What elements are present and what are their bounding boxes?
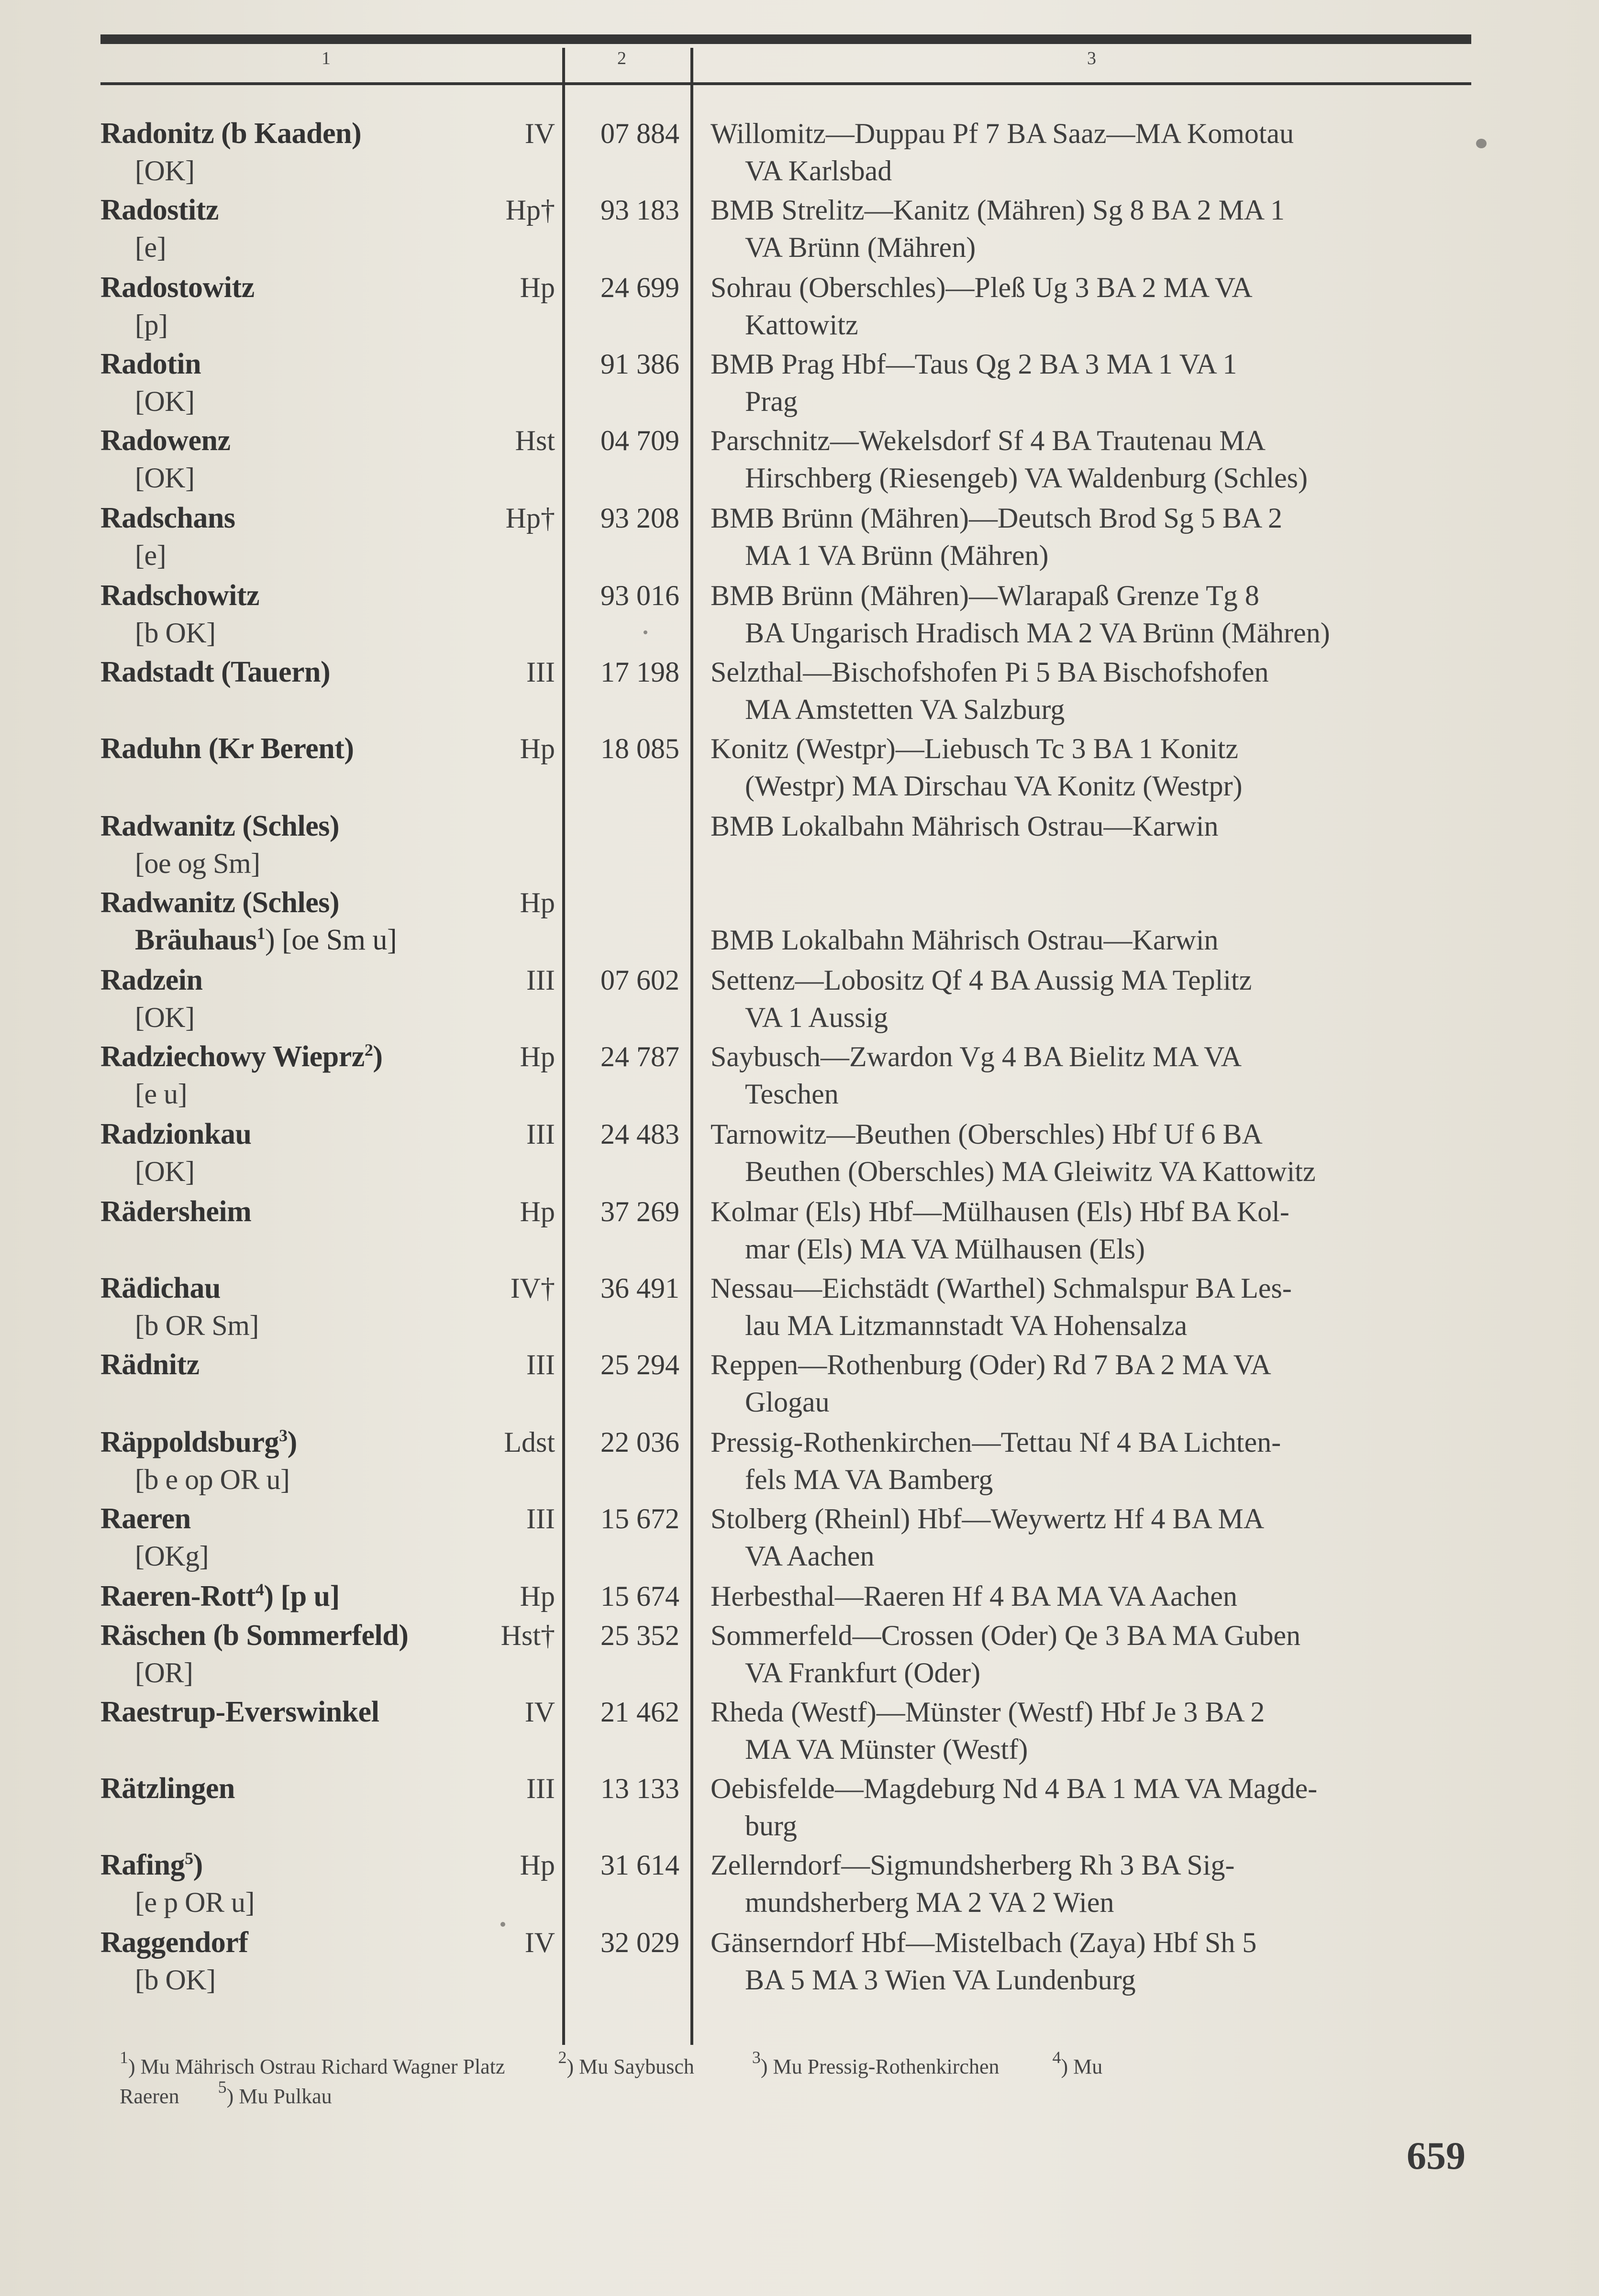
station-name: Radschowitz [100, 579, 260, 612]
route-line-1: Selzthal—Bischofshofen Pi 5 BA Bischofshofen [711, 656, 1269, 688]
station-name: Radstadt (Tauern) [100, 656, 331, 688]
station-number: 31 614 [600, 1849, 679, 1881]
route-line-1: Konitz (Westpr)—Liebusch Tc 3 BA 1 Konitz [711, 733, 1238, 764]
station-number: 17 198 [600, 656, 679, 688]
route-description [711, 1693, 1478, 1768]
route-description [711, 1578, 1478, 1615]
footnote-4: $^4$) Mu [1052, 2048, 1103, 2078]
route-line-2: fels MA VA Bamberg [745, 1464, 993, 1495]
route-line-2: MA VA Münster (Westf) [745, 1733, 1028, 1765]
station-name-cell [100, 1693, 469, 1731]
route-line-2: VA Brünn (Mähren) [745, 232, 976, 263]
station-name: Radostitz [100, 194, 219, 226]
station-class: Hst† [500, 1620, 555, 1651]
station-name: Rafing [100, 1849, 185, 1881]
route-line-1: Sohrau (Oberschles)—Pleß Ug 3 BA 2 MA VA [711, 272, 1253, 303]
station-name-cell [100, 653, 469, 691]
station-code: [b OK] [135, 617, 216, 649]
route-description [711, 961, 1478, 1036]
route-line-2: VA Karlsbad [745, 155, 892, 187]
column-divider-1 [562, 48, 565, 2045]
station-code: [b OK] [135, 1964, 216, 1996]
route-description [711, 653, 1478, 728]
station-class: Hp [520, 1196, 555, 1227]
station-name: Radwanitz (Schles) [100, 810, 340, 842]
route-line-2: MA 1 VA Brünn (Mähren) [745, 540, 1049, 571]
footnote-5: $^5$) Mu Pulkau [218, 2077, 332, 2108]
station-name-cell [100, 1193, 469, 1230]
paper-speck [500, 1922, 505, 1927]
station-number: 24 483 [600, 1118, 679, 1150]
route-line-1: Nessau—Eichstädt (Warthel) Schmalspur BA Les- [711, 1272, 1292, 1304]
station-name-cell [100, 269, 469, 343]
route-line-2: Prag [745, 386, 798, 417]
route-description [711, 807, 1478, 845]
station-class: Hp [520, 1580, 555, 1612]
station-code: [oe og Sm] [135, 848, 260, 879]
route-description [711, 1617, 1478, 1691]
station-name-cell [100, 577, 469, 651]
station-class: IV [524, 1696, 555, 1728]
footnote-marker: 4 [255, 1580, 264, 1599]
station-number: 32 029 [600, 1927, 679, 1958]
station-name: Radostowitz [100, 271, 255, 304]
route-line-1: BMB Strelitz—Kanitz (Mähren) Sg 8 BA 2 MA 1 [711, 194, 1285, 226]
paper-speck [1476, 139, 1487, 148]
route-line-2: mundsherberg MA 2 VA 2 Wien [745, 1887, 1114, 1918]
station-code: [OK] [135, 1156, 195, 1187]
route-line-1: BMB Brünn (Mähren)—Wlarapaß Grenze Tg 8 [711, 580, 1259, 611]
station-number: 25 352 [600, 1620, 679, 1651]
station-class: III [526, 964, 555, 996]
station-name-tail: ) [p u] [264, 1580, 340, 1612]
route-description [711, 269, 1478, 343]
route-description [711, 577, 1478, 651]
station-code: [OK] [135, 1002, 195, 1033]
route-line-1: Zellerndorf—Sigmundsherberg Rh 3 BA Sig- [711, 1849, 1235, 1881]
station-number: 15 674 [600, 1580, 679, 1612]
station-number: 22 036 [600, 1426, 679, 1458]
route-description [711, 1115, 1478, 1190]
station-name: Radotin [100, 348, 201, 380]
station-name-cell [100, 1500, 469, 1575]
route-description [711, 115, 1478, 189]
station-name: Rätzlingen [100, 1772, 235, 1805]
route-description [711, 1924, 1478, 1998]
footnote-3: $^3$) Mu Pressig-Rothenkirchen [752, 2048, 999, 2078]
route-line-1: Saybusch—Zwardon Vg 4 BA Bielitz MA VA [711, 1041, 1242, 1072]
route-line-2: Beuthen (Oberschles) MA Gleiwitz VA Kattowitz [745, 1156, 1316, 1187]
station-name-cell [100, 807, 469, 882]
station-name: Räschen (b Sommerfeld) [100, 1619, 409, 1652]
footnote-marker: 3 [279, 1426, 288, 1445]
station-name-cell [100, 422, 469, 497]
station-class: III [526, 1349, 555, 1380]
station-name: Rädersheim [100, 1195, 252, 1228]
station-code: [e p OR u] [135, 1887, 255, 1918]
route-line-2: BMB Lokalbahn Mährisch Ostrau—Karwin [711, 924, 1219, 956]
route-line-2: MA Amstetten VA Salzburg [745, 694, 1065, 725]
route-line-2: BA Ungarisch Hradisch MA 2 VA Brünn (Mähren) [745, 617, 1330, 649]
station-class: Hp† [505, 502, 555, 534]
station-class: IV [524, 118, 555, 149]
footnote-marker: 1 [256, 924, 265, 943]
station-class: Ldst [504, 1426, 555, 1458]
station-name-cell [100, 730, 469, 767]
station-code: [e] [135, 232, 167, 263]
station-name: Radwanitz (Schles) [100, 886, 340, 919]
station-name-cell [100, 1424, 469, 1498]
station-number: 04 709 [600, 425, 679, 456]
station-name: Radowenz [100, 424, 231, 457]
route-line-2: (Westpr) MA Dirschau VA Konitz (Westpr) [745, 770, 1243, 802]
station-name-tail: ) [287, 1426, 297, 1458]
route-description [711, 1269, 1478, 1344]
footnote-4-continued: Raeren [120, 2085, 179, 2108]
route-line-1: Rheda (Westf)—Münster (Westf) Hbf Je 3 BA 2 [711, 1696, 1265, 1728]
route-line-1: Parschnitz—Wekelsdorf Sf 4 BA Trautenau MA [711, 425, 1266, 456]
station-name: Raduhn (Kr Berent) [100, 732, 354, 765]
route-line-1: Pressig-Rothenkirchen—Tettau Nf 4 BA Lichten- [711, 1426, 1281, 1458]
route-line-2: VA Aachen [745, 1540, 875, 1572]
route-line-spacer [711, 884, 1478, 921]
route-line-2: mar (Els) MA VA Mülhausen (Els) [745, 1233, 1145, 1265]
station-code: [OKg] [135, 1540, 209, 1572]
route-line-1: Kolmar (Els) Hbf—Mülhausen (Els) Hbf BA Kol- [711, 1196, 1289, 1227]
station-name-cell [100, 1578, 469, 1615]
header-rule [100, 82, 1471, 85]
station-class: Hp [520, 1041, 555, 1072]
station-name-cell [100, 1115, 469, 1190]
station-class: Hst [515, 425, 555, 456]
route-description [711, 730, 1478, 805]
station-name-cell [100, 1038, 469, 1113]
route-line-1: Settenz—Lobositz Qf 4 BA Aussig MA Teplitz [711, 964, 1252, 996]
route-description [711, 191, 1478, 266]
route-description [711, 1846, 1478, 1921]
station-code: [b OR Sm] [135, 1310, 259, 1341]
route-line-1: Willomitz—Duppau Pf 7 BA Saaz—MA Komotau [711, 118, 1294, 149]
route-description [711, 422, 1478, 497]
station-class: III [526, 1118, 555, 1150]
page-number: 659 [1407, 2134, 1466, 2177]
station-name: Radziechowy Wieprz [100, 1040, 365, 1073]
station-name: Radzionkau [100, 1118, 252, 1150]
station-number: 15 672 [600, 1503, 679, 1534]
station-name-cell [100, 115, 469, 189]
station-name: Raeren [100, 1502, 191, 1535]
station-number: 93 208 [600, 502, 679, 534]
station-number: 24 787 [600, 1041, 679, 1072]
station-class: IV† [510, 1272, 555, 1304]
station-code: [e] [135, 540, 167, 571]
station-number: 93 016 [600, 580, 679, 611]
route-description [711, 499, 1478, 574]
station-class: IV [524, 1927, 555, 1958]
route-description [711, 1346, 1478, 1421]
route-description [711, 884, 1478, 959]
route-line-1: Gänserndorf Hbf—Mistelbach (Zaya) Hbf Sh 5 [711, 1927, 1257, 1958]
column-header-1: 1 [322, 48, 331, 68]
station-code: [e u] [135, 1078, 188, 1110]
station-class: Hp [520, 1849, 555, 1881]
route-description [711, 1770, 1478, 1844]
station-number: 36 491 [600, 1272, 679, 1304]
station-name: Rädnitz [100, 1348, 200, 1381]
station-name-cell [100, 1346, 469, 1383]
route-description [711, 1500, 1478, 1575]
route-line-2: Kattowitz [745, 309, 858, 341]
station-code: [OK] [135, 462, 195, 494]
station-name: Radonitz (b Kaaden) [100, 117, 362, 150]
footnote-line-1 [120, 2048, 1498, 2082]
footnote-1: $^1$) Mu Mährisch Ostrau Richard Wagner Platz [120, 2048, 505, 2078]
route-line-2: VA Frankfurt (Oder) [745, 1657, 981, 1689]
station-name-cell [100, 961, 469, 1036]
route-line-2: BA 5 MA 3 Wien VA Lundenburg [745, 1964, 1136, 1996]
route-line-2: burg [745, 1810, 797, 1842]
route-line-1: BMB Lokalbahn Mährisch Ostrau—Karwin [711, 810, 1219, 842]
station-name-continued: Bräuhaus$^1$) [oe Sm u] [135, 924, 397, 956]
route-description [711, 1193, 1478, 1268]
route-line-1: BMB Brünn (Mähren)—Deutsch Brod Sg 5 BA 2 [711, 502, 1282, 534]
station-name-cell [100, 345, 469, 420]
route-line-1: Herbesthal—Raeren Hf 4 BA MA VA Aachen [711, 1580, 1237, 1612]
station-number: 21 462 [600, 1696, 679, 1728]
station-code: [OK] [135, 386, 195, 417]
station-class: Hp [520, 272, 555, 303]
route-description [711, 1038, 1478, 1113]
station-number: 18 085 [600, 733, 679, 764]
route-description [711, 345, 1478, 420]
paper-speck [644, 630, 647, 634]
route-line-1: Sommerfeld—Crossen (Oder) Qe 3 BA MA Guben [711, 1620, 1301, 1651]
station-name-tail: ) [373, 1040, 383, 1073]
station-class: III [526, 656, 555, 688]
footnote-2: $^2$) Mu Saybusch [558, 2048, 694, 2078]
footnote-marker: 2 [364, 1040, 373, 1060]
station-name: Radschans [100, 502, 235, 534]
route-line-2: Teschen [745, 1078, 839, 1110]
route-line-1: BMB Prag Hbf—Taus Qg 2 BA 3 MA 1 VA 1 [711, 348, 1237, 380]
station-code: [p] [135, 309, 168, 341]
station-number: 07 884 [600, 118, 679, 149]
station-number: 07 602 [600, 964, 679, 996]
station-name-cell [100, 499, 469, 574]
station-class: III [526, 1503, 555, 1534]
station-name-cell [100, 884, 469, 959]
top-rule [100, 34, 1471, 44]
station-number: 25 294 [600, 1349, 679, 1380]
station-name-cell [100, 1770, 469, 1807]
footnote-line-2 [120, 2077, 1498, 2111]
station-name-cell [100, 1924, 469, 1998]
route-line-2: VA 1 Aussig [745, 1002, 888, 1033]
station-name: Raestrup-Everswinkel [100, 1696, 379, 1728]
station-code: [OR] [135, 1657, 193, 1689]
station-class: Hp† [505, 194, 555, 226]
footnote-marker: 5 [185, 1849, 193, 1868]
station-name-tail: ) [193, 1849, 203, 1881]
station-class: Hp [520, 733, 555, 764]
route-line-2: lau MA Litzmannstadt VA Hohensalza [745, 1310, 1188, 1341]
station-name-cell [100, 1269, 469, 1344]
route-line-1: Tarnowitz—Beuthen (Oberschles) Hbf Uf 6 BA [711, 1118, 1263, 1150]
station-number: 37 269 [600, 1196, 679, 1227]
station-class: Hp [520, 887, 555, 918]
route-line-1: Stolberg (Rheinl) Hbf—Weywertz Hf 4 BA MA [711, 1503, 1265, 1534]
footnotes [120, 2048, 1498, 2111]
route-line-2: Hirschberg (Riesengeb) VA Waldenburg (Schles) [745, 462, 1308, 494]
route-line-1: Reppen—Rothenburg (Oder) Rd 7 BA 2 MA VA [711, 1349, 1271, 1380]
column-divider-2 [690, 48, 693, 2045]
station-name-cell [100, 1617, 469, 1691]
route-line-1: Oebisfelde—Magdeburg Nd 4 BA 1 MA VA Magde- [711, 1773, 1318, 1804]
station-code: [b e op OR u] [135, 1464, 290, 1495]
station-name: Raggendorf [100, 1926, 248, 1959]
station-name-cell [100, 191, 469, 266]
column-header-2: 2 [617, 48, 626, 68]
station-number: 24 699 [600, 272, 679, 303]
route-line-2: Glogau [745, 1386, 830, 1418]
column-header-3: 3 [1087, 48, 1096, 68]
station-code: [OK] [135, 155, 195, 187]
station-name: Raeren-Rott [100, 1580, 255, 1612]
station-number: 93 183 [600, 194, 679, 226]
station-name: Radzein [100, 964, 203, 996]
station-class: III [526, 1773, 555, 1804]
station-name-cell [100, 1846, 469, 1921]
station-name: Räppoldsburg [100, 1426, 279, 1458]
station-name: Rädichau [100, 1272, 221, 1304]
route-description [711, 1424, 1478, 1498]
station-number: 91 386 [600, 348, 679, 380]
station-number: 13 133 [600, 1773, 679, 1804]
